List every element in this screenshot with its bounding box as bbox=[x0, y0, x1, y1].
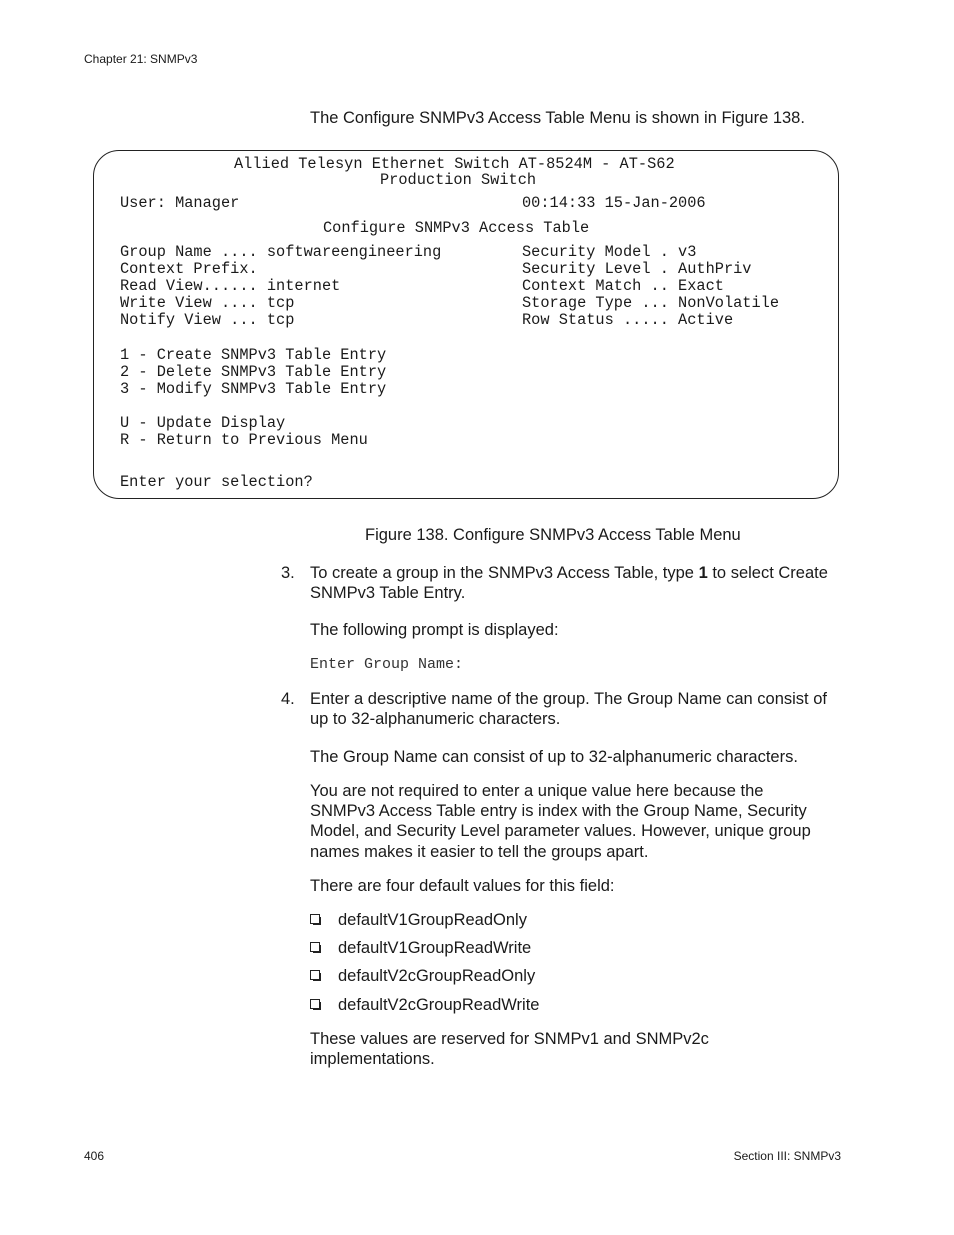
menu-option-modify: 3 - Modify SNMPv3 Table Entry bbox=[120, 380, 387, 398]
screen-menu-title: Configure SNMPv3 Access Table bbox=[323, 219, 590, 237]
paragraph-reserved-line2: implementations. bbox=[310, 1050, 435, 1068]
field-context-match: Context Match .. Exact bbox=[522, 277, 724, 295]
screen-subtitle: Production Switch bbox=[380, 171, 537, 189]
menu-option-delete: 2 - Delete SNMPv3 Table Entry bbox=[120, 363, 387, 381]
field-security-model: Security Model . v3 bbox=[522, 243, 697, 261]
section-footer: Section III: SNMPv3 bbox=[733, 1149, 841, 1163]
step-4-line2: up to 32-alphanumeric characters. bbox=[310, 710, 561, 728]
step-4-number: 4. bbox=[281, 690, 295, 708]
step-3-key: 1 bbox=[698, 564, 708, 582]
menu-option-return: R - Return to Previous Menu bbox=[120, 431, 368, 449]
checkbox-bullet-icon bbox=[310, 942, 320, 952]
paragraph-group-name: The Group Name can consist of up to 32-alphanumeric characters. bbox=[310, 748, 798, 766]
step-3-text-b: to select Create bbox=[707, 564, 828, 582]
field-storage-type: Storage Type ... NonVolatile bbox=[522, 294, 780, 312]
step-3-line1 bbox=[310, 563, 828, 583]
prompt-example: Enter Group Name: bbox=[310, 656, 464, 673]
default-value-item: defaultV2cGroupReadOnly bbox=[338, 967, 536, 985]
field-row-status: Row Status ..... Active bbox=[522, 311, 734, 329]
default-value-item: defaultV1GroupReadWrite bbox=[338, 939, 532, 957]
menu-option-create: 1 - Create SNMPv3 Table Entry bbox=[120, 346, 387, 364]
paragraph-unique-line3: Model, and Security Level parameter values. However, unique group bbox=[310, 822, 811, 840]
screen-title: Allied Telesyn Ethernet Switch AT-8524M - AT-S62 bbox=[234, 155, 675, 173]
screen-user: User: Manager bbox=[120, 194, 240, 212]
field-write-view: Write View .... tcp bbox=[120, 294, 295, 312]
figure-caption: Figure 138. Configure SNMPv3 Access Table Menu bbox=[365, 526, 741, 544]
intro-text: The Configure SNMPv3 Access Table Menu is shown in Figure 138. bbox=[310, 109, 805, 127]
screen-prompt: Enter your selection? bbox=[120, 473, 313, 491]
field-notify-view: Notify View ... tcp bbox=[120, 311, 295, 329]
paragraph-reserved-line1: These values are reserved for SNMPv1 and SNMPv2c bbox=[310, 1030, 709, 1048]
checkbox-bullet-icon bbox=[310, 999, 320, 1009]
paragraph-unique-line2: SNMPv3 Access Table entry is index with the Group Name, Security bbox=[310, 802, 807, 820]
field-read-view: Read View...... internet bbox=[120, 277, 341, 295]
field-security-level: Security Level . AuthPriv bbox=[522, 260, 752, 278]
chapter-header: Chapter 21: SNMPv3 bbox=[84, 52, 198, 66]
paragraph-unique-line4: names makes it easier to tell the groups apart. bbox=[310, 843, 649, 861]
default-value-item: defaultV1GroupReadOnly bbox=[338, 911, 527, 929]
checkbox-bullet-icon bbox=[310, 970, 320, 980]
field-context-prefix: Context Prefix. bbox=[120, 260, 258, 278]
paragraph-unique-line1: You are not required to enter a unique value here because the bbox=[310, 782, 764, 800]
prompt-intro: The following prompt is displayed: bbox=[310, 621, 559, 639]
step-3-line2: SNMPv3 Table Entry. bbox=[310, 584, 466, 602]
step-3-number: 3. bbox=[281, 564, 295, 582]
default-value-item: defaultV2cGroupReadWrite bbox=[338, 996, 540, 1014]
menu-option-update: U - Update Display bbox=[120, 414, 286, 432]
paragraph-defaults-intro: There are four default values for this field: bbox=[310, 877, 615, 895]
field-group-name: Group Name .... softwareengineering bbox=[120, 243, 442, 261]
checkbox-bullet-icon bbox=[310, 914, 320, 924]
screen-datetime: 00:14:33 15-Jan-2006 bbox=[522, 194, 706, 212]
step-3-text-a: To create a group in the SNMPv3 Access Table, type bbox=[310, 564, 699, 582]
page-number: 406 bbox=[84, 1149, 105, 1163]
step-4-line1: Enter a descriptive name of the group. The Group Name can consist of bbox=[310, 690, 827, 708]
